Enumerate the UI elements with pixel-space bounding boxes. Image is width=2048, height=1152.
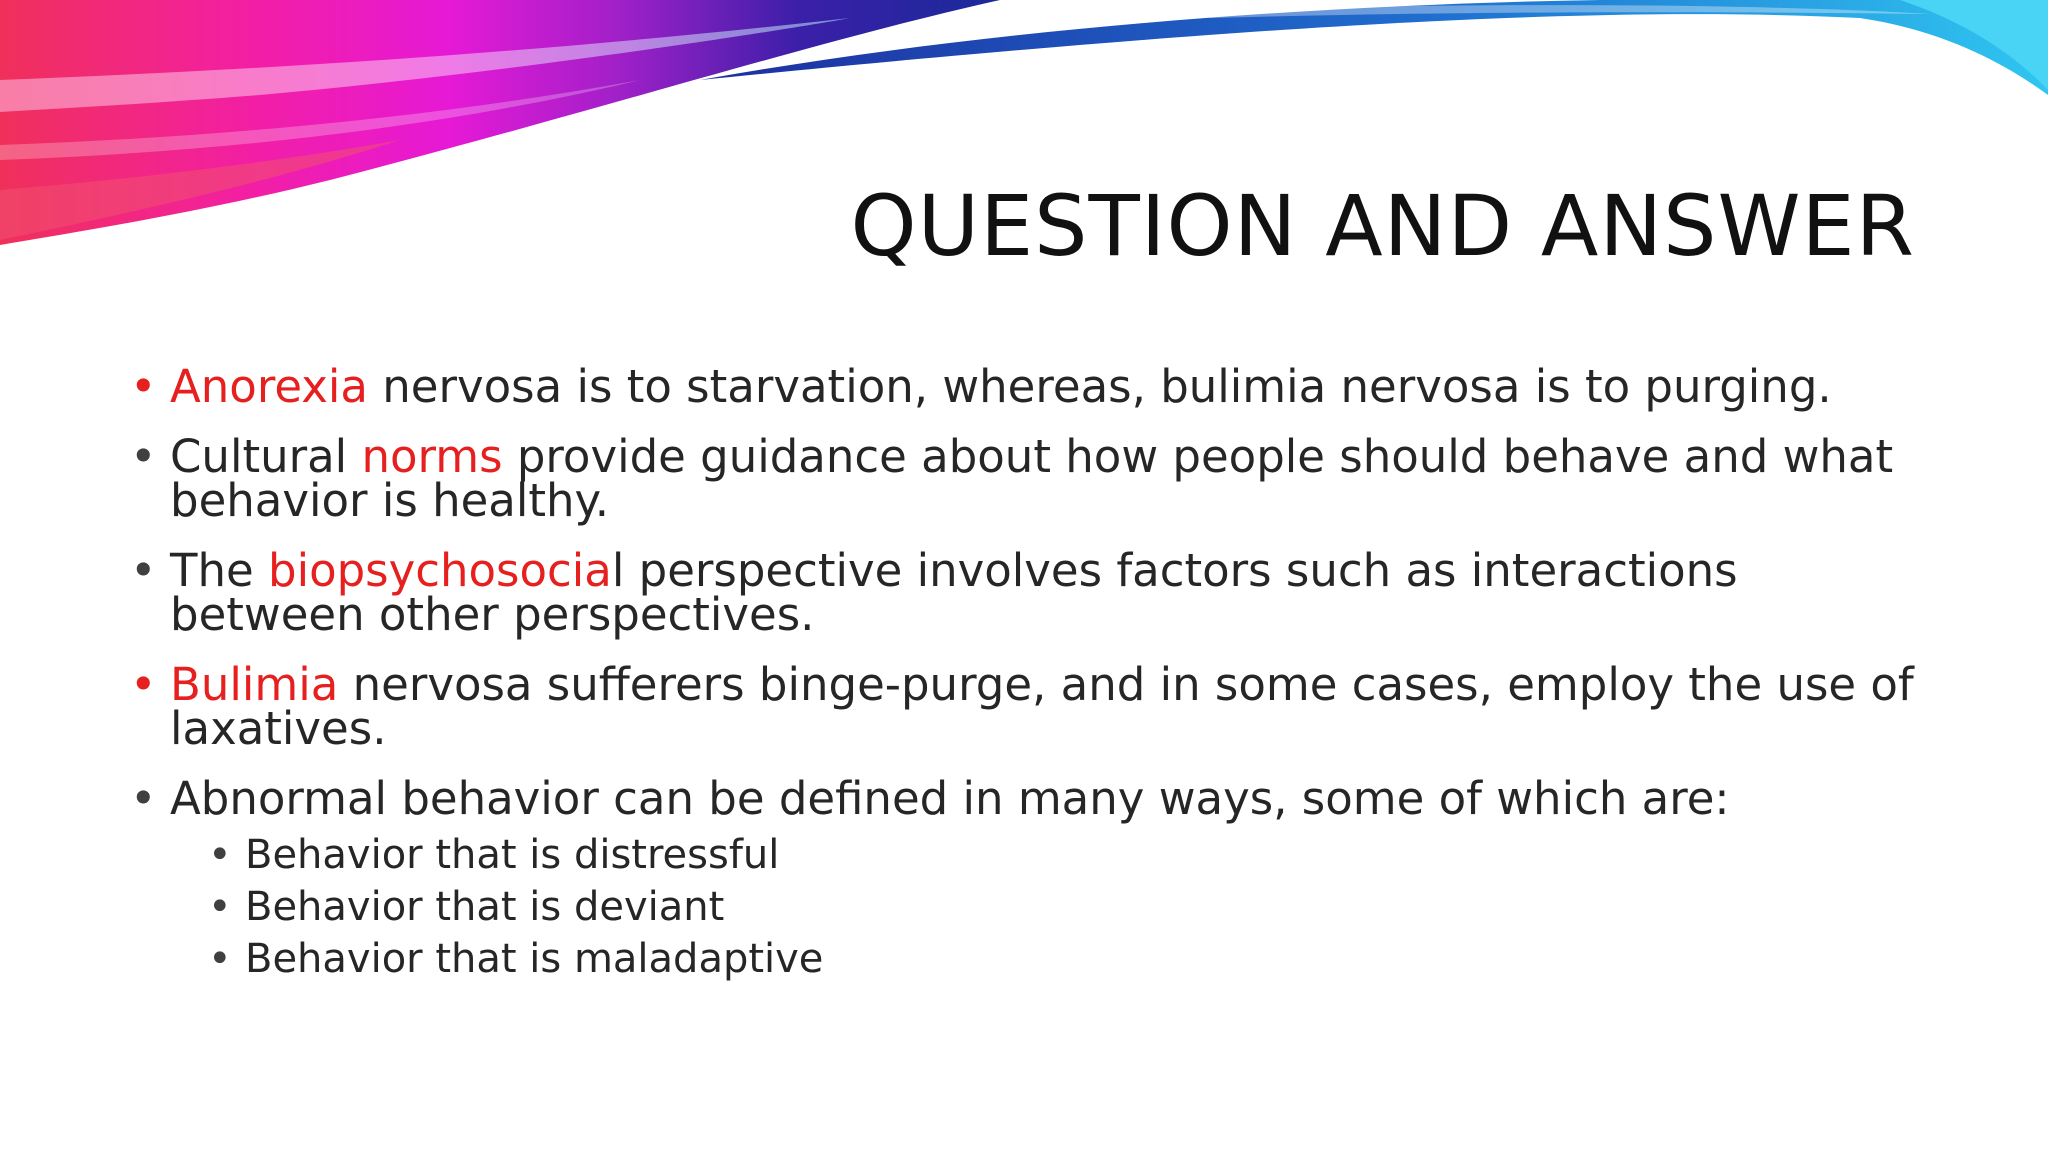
bullet-abnormal-behavior: [130, 772, 1930, 985]
highlight-term: norms: [361, 430, 503, 483]
sub-bullet-deviant: [208, 881, 1930, 933]
highlight-term: biopsychosocia: [268, 544, 612, 597]
sub-bullet-marker: •: [208, 832, 232, 878]
bullet-text: Abnormal behavior can be defined in many ways, some of which are:: [170, 772, 1730, 825]
bullet-anorexia: [130, 360, 1930, 413]
sub-bullet-list: [170, 829, 1930, 985]
bullet-text: provide guidance about how people should behave and what behavior is healthy.: [170, 430, 1894, 527]
sub-bullet-marker: •: [208, 884, 232, 930]
bullet-list-container: [130, 360, 1930, 1011]
sub-bullet-marker: •: [208, 936, 232, 982]
sub-bullet-text: Behavior that is deviant: [245, 884, 725, 930]
sub-bullet-maladaptive: [208, 933, 1930, 985]
bullet-text: nervosa sufferers binge-purge, and in some cases, employ the use of laxatives.: [170, 658, 1914, 755]
highlight-term: Anorexia: [170, 360, 368, 413]
bullet-list: [130, 360, 1930, 985]
bullet-text-lead: Cultural: [170, 430, 362, 483]
bullet-marker: •: [130, 430, 157, 483]
highlight-term: Bulimia: [170, 658, 339, 711]
bullet-cultural-norms: [130, 430, 1930, 527]
bullet-text-lead: The: [170, 544, 268, 597]
bullet-biopsychosocial: [130, 544, 1930, 641]
sub-bullet-distressful: [208, 829, 1930, 881]
bullet-marker: •: [130, 658, 157, 711]
bullet-marker: •: [130, 772, 157, 825]
bullet-text: nervosa is to starvation, whereas, bulimia nervosa is to purging.: [367, 360, 1832, 413]
bullet-marker: •: [130, 360, 157, 413]
bullet-marker: •: [130, 544, 157, 597]
sub-bullet-text: Behavior that is distressful: [245, 832, 780, 878]
bullet-bulimia: [130, 658, 1930, 755]
sub-bullet-text: Behavior that is maladaptive: [245, 936, 824, 982]
slide-title: QUESTION AND ANSWER: [850, 177, 1915, 275]
bullet-text: l perspective involves factors such as interactions between other perspectives.: [170, 544, 1738, 641]
